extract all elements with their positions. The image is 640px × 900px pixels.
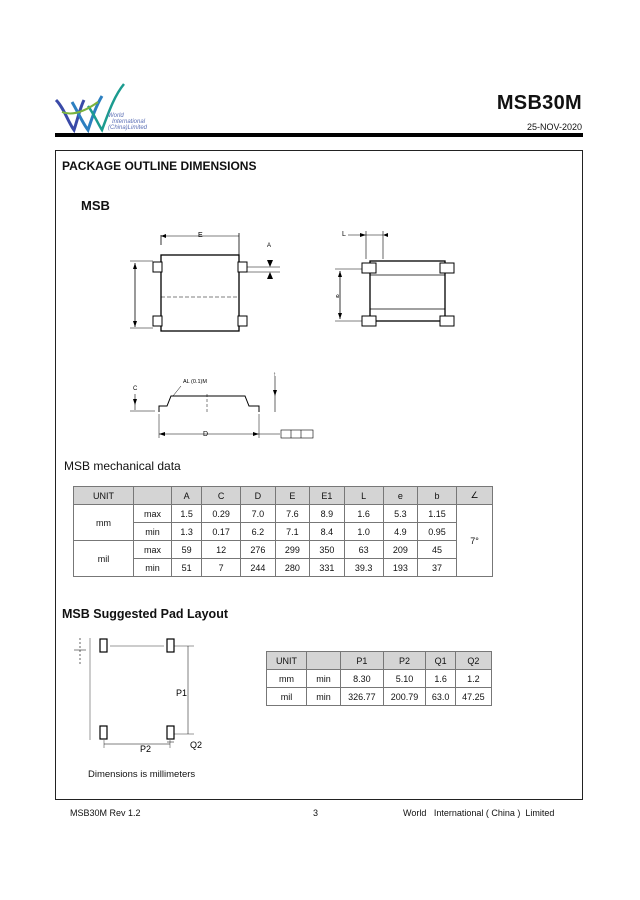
pad-layout-drawing <box>70 630 220 755</box>
label-a: A <box>267 243 272 249</box>
value-cell: 299 <box>275 541 310 559</box>
value-cell: 63 <box>344 541 383 559</box>
kind-cell: min <box>134 559 172 577</box>
label-l: L <box>342 231 346 238</box>
kind-cell: min <box>307 670 341 688</box>
value-cell: 1.0 <box>344 523 383 541</box>
col-header: b <box>418 487 457 505</box>
table-header-row <box>74 487 493 505</box>
value-cell: 276 <box>241 541 276 559</box>
value-cell: 37 <box>418 559 457 577</box>
col-header: E1 <box>310 487 345 505</box>
value-cell: 6.2 <box>241 523 276 541</box>
document-date: 25-NOV-2020 <box>526 122 582 132</box>
footer-revision: MSB30M Rev 1.2 <box>70 808 141 818</box>
package-name: MSB <box>81 198 110 213</box>
angle-cell: 7° <box>457 505 493 577</box>
value-cell: 1.5 <box>172 505 202 523</box>
package-side-view <box>330 225 470 340</box>
mech-title: MSB mechanical data <box>64 459 181 473</box>
table-row <box>267 688 492 706</box>
kind-cell: max <box>134 541 172 559</box>
value-cell: 5.3 <box>383 505 418 523</box>
table-row <box>74 523 493 541</box>
part-number: MSB30M <box>496 92 582 114</box>
package-top-view <box>125 225 285 340</box>
value-cell: 280 <box>275 559 310 577</box>
col-header: P1 <box>341 652 384 670</box>
label-p1: P1 <box>176 688 188 698</box>
value-cell: 51 <box>172 559 202 577</box>
header-rule <box>55 133 583 137</box>
table-row <box>74 559 493 577</box>
value-cell: 8.30 <box>341 670 384 688</box>
outline-title: PACKAGE OUTLINE DIMENSIONS <box>62 159 257 173</box>
value-cell: 59 <box>172 541 202 559</box>
footer-company: World International ( China ) Limited <box>403 808 555 818</box>
value-cell: 0.17 <box>202 523 241 541</box>
unit-cell: mil <box>74 541 134 577</box>
col-header <box>307 652 341 670</box>
logo-text-line: (China)Limited <box>108 125 148 131</box>
col-header: L <box>344 487 383 505</box>
label-c: C <box>133 386 138 392</box>
value-cell: 326.77 <box>341 688 384 706</box>
unit-cell: mil <box>267 688 307 706</box>
mech-data-table <box>73 486 493 577</box>
pad-title: MSB Suggested Pad Layout <box>62 607 228 621</box>
value-cell: 0.29 <box>202 505 241 523</box>
value-cell: 8.4 <box>310 523 345 541</box>
logo-text <box>108 113 147 131</box>
value-cell: 8.9 <box>310 505 345 523</box>
col-header: C <box>202 487 241 505</box>
dims-note: Dimensions is millimeters <box>88 769 196 780</box>
col-header <box>134 487 172 505</box>
kind-cell: min <box>134 523 172 541</box>
table-row <box>267 670 492 688</box>
value-cell: 7.0 <box>241 505 276 523</box>
value-cell: 0.95 <box>418 523 457 541</box>
label-profile-note: AL (0.1)M <box>183 379 207 385</box>
table-header-row <box>267 652 492 670</box>
col-header: Q2 <box>455 652 491 670</box>
value-cell: 200.79 <box>383 688 426 706</box>
logo-text-line: World <box>108 113 124 119</box>
logo-text-line: International <box>112 119 146 125</box>
label-q2: Q2 <box>190 740 203 750</box>
value-cell: 63.0 <box>426 688 456 706</box>
label-d: D <box>203 431 209 438</box>
col-header: ∠ <box>457 487 493 505</box>
col-header: D <box>241 487 276 505</box>
value-cell: 350 <box>310 541 345 559</box>
unit-cell: mm <box>74 505 134 541</box>
pad-data-table <box>266 651 492 706</box>
value-cell: 1.6 <box>426 670 456 688</box>
value-cell: 4.9 <box>383 523 418 541</box>
table-row <box>74 541 493 559</box>
page-number: 3 <box>313 808 319 818</box>
col-header: e <box>383 487 418 505</box>
value-cell: 7 <box>202 559 241 577</box>
value-cell: 209 <box>383 541 418 559</box>
unit-cell: mm <box>267 670 307 688</box>
value-cell: 193 <box>383 559 418 577</box>
value-cell: 1.6 <box>344 505 383 523</box>
label-e-small: e <box>336 294 340 300</box>
col-header: UNIT <box>267 652 307 670</box>
col-header: A <box>172 487 202 505</box>
package-profile-view <box>125 368 315 443</box>
value-cell: 1.2 <box>455 670 491 688</box>
value-cell: 39.3 <box>344 559 383 577</box>
value-cell: 5.10 <box>383 670 426 688</box>
value-cell: 1.15 <box>418 505 457 523</box>
value-cell: 7.1 <box>275 523 310 541</box>
value-cell: 45 <box>418 541 457 559</box>
value-cell: 1.3 <box>172 523 202 541</box>
col-header: UNIT <box>74 487 134 505</box>
col-header: Q1 <box>426 652 456 670</box>
svg-text:↑: ↑ <box>273 372 276 378</box>
kind-cell: min <box>307 688 341 706</box>
table-row <box>74 505 493 523</box>
value-cell: 47.25 <box>455 688 491 706</box>
value-cell: 331 <box>310 559 345 577</box>
value-cell: 12 <box>202 541 241 559</box>
kind-cell: max <box>134 505 172 523</box>
label-e: E <box>198 232 203 239</box>
value-cell: 7.6 <box>275 505 310 523</box>
col-header: E <box>275 487 310 505</box>
col-header: P2 <box>383 652 426 670</box>
label-p2: P2 <box>140 744 152 754</box>
value-cell: 244 <box>241 559 276 577</box>
